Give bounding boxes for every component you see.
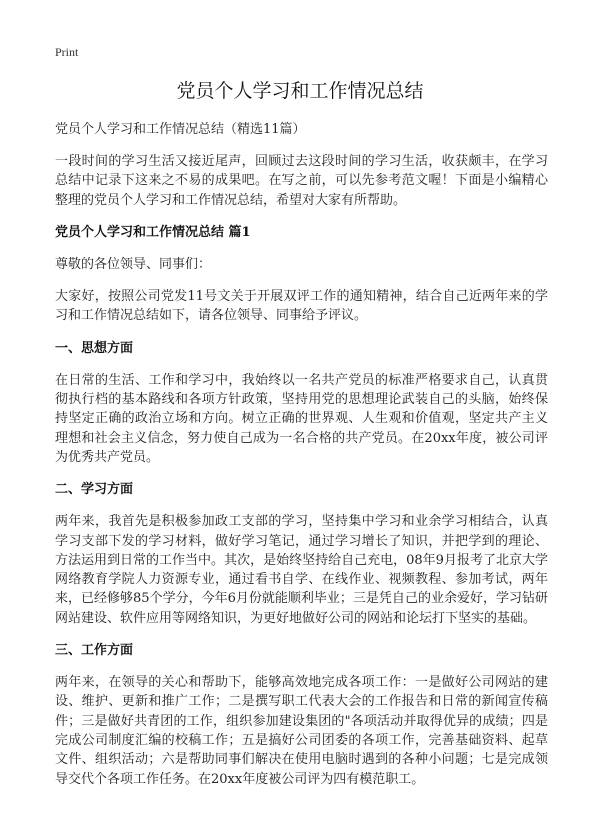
section-heading-thought: 一、思想方面: [55, 340, 134, 356]
salutation: 尊敬的各位领导、同事们：: [55, 256, 212, 272]
print-label: Print: [55, 45, 79, 59]
section-heading-work: 三、工作方面: [55, 643, 134, 659]
section-heading-study: 二、学习方面: [55, 482, 134, 498]
section-body-thought: 在日常的生活、工作和学习中，我始终以一名共产党员的标准严格要求自己，认真贯彻执行档的基本路线和各项方针政策，坚持用党的思想理论武装自己的头脑，始终保持坚定正确的政治立场和方向。树立正确的世界观、人生观和价值观，坚定共产主义理想和社会主义信念，努力使自己成为一名合格的共产党员。在20xx年度，被公司评为优秀共产党员。: [55, 372, 548, 465]
page-title: 党员个人学习和工作情况总结: [176, 80, 424, 102]
article-heading: 党员个人学习和工作情况总结 篇1: [55, 224, 251, 240]
opening-paragraph: 大家好，按照公司党发11号文关于开展双评工作的通知精神，结合自己近两年来的学习和工作情况总结如下，请各位领导、同事给予评议。: [55, 289, 548, 324]
section-body-work: 两年来，在领导的关心和帮助下，能够高效地完成各项工作：一是做好公司网站的建设、维护、更新和推广工作；二是撰写职工代表大会的工作报告和日常的新闻宣传稿件；三是做好共青团的工作，组织参加建设集团的"各项活动并取得优异的成绩；四是完成公司制度汇编的校稿工作；五是搞好公司团委的各项工作，完善基础资料、起草文件、组织活动；六是帮助同事们解决在使用电脑时遇到的各种小问题；七是完成领导交代个各项工作任务。在20xx年度被公司评为四有模范职工。: [55, 675, 548, 787]
section-body-study: 两年来，我首先是积极参加政工支部的学习，坚持集中学习和业余学习相结合，认真学习支部下发的学习材料，做好学习笔记，通过学习增长了知识，并把学到的理论、方法运用到日常的工作当中。其次，是始终坚持给自己充电，08年9月报考了北京大学网络教育学院人力资源专业，通过看书自学、在线作业、视频教程、参加考试，两年来，已经修够85个学分，今年6月份就能顺利毕业；三是凭自己的业余爱好，学习钻研网站建设、软件应用等网络知识，为更好地做好公司的网站和论坛打下坚实的基础。: [55, 514, 548, 626]
document-subtitle: 党员个人学习和工作情况总结（精选11篇）: [55, 122, 306, 137]
document-content: [55, 120, 548, 802]
intro-paragraph: 一段时间的学习生活又接近尾声，回顾过去这段时间的学习生活，收获颇丰，在学习总结中记录下这来之不易的成果吧。在写之前，可以先参考范文喔！下面是小编精心整理的党员个人学习和工作情况总结，希望对大家有所帮助。: [55, 154, 548, 208]
